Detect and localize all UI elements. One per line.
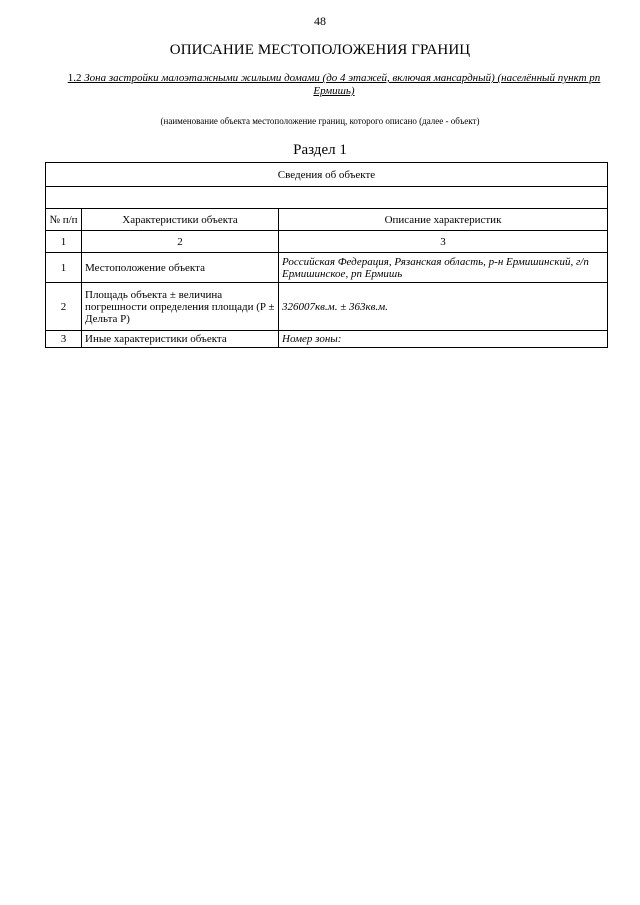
table-row [46,283,608,331]
document-title: ОПИСАНИЕ МЕСТОПОЛОЖЕНИЯ ГРАНИЦ [169,42,471,58]
row-description: Номер зоны: [279,331,608,348]
table-title: Сведения об объекте [46,163,608,187]
index-cell-3: 3 [279,231,608,253]
object-name-text: Зона застройки малоэтажными жилыми домами (до 4 этажей, включая мансардный) (населённый пункт рп Ермишь) [81,72,601,97]
row-characteristic: Местоположение объекта [82,253,279,283]
table-spacer-cell [46,187,608,209]
row-characteristic: Иные характеристики объекта [82,331,279,348]
index-cell-2: 2 [82,231,279,253]
page-number: 48 [314,14,326,28]
object-number: 1.2 [67,72,82,84]
row-description: Российская Федерация, Рязанская область, р-н Ермишинский, г/п Ермишинское, рп Ермишь [279,253,608,283]
header-num: № п/п [46,209,82,231]
object-caption: (наименование объекта местоположение границ, которого описано (далее - объект) [160,116,480,126]
header-characteristic: Характеристики объекта [82,209,279,231]
row-description: 326007кв.м. ± 363кв.м. [279,283,608,331]
row-characteristic: Площадь объекта ± величина погрешности определения площади (P ± Дельта P) [82,283,279,331]
table-title-row [46,163,608,187]
index-cell-1: 1 [46,231,82,253]
object-info-table [45,162,608,348]
table-index-row [46,231,608,253]
row-number: 2 [46,283,82,331]
section-title: Раздел 1 [293,142,347,158]
table-row [46,253,608,283]
table-spacer-row [46,187,608,209]
object-name [64,72,604,98]
row-number: 3 [46,331,82,348]
row-number: 1 [46,253,82,283]
table-header-row [46,209,608,231]
table-row [46,331,608,348]
header-description: Описание характеристик [279,209,608,231]
